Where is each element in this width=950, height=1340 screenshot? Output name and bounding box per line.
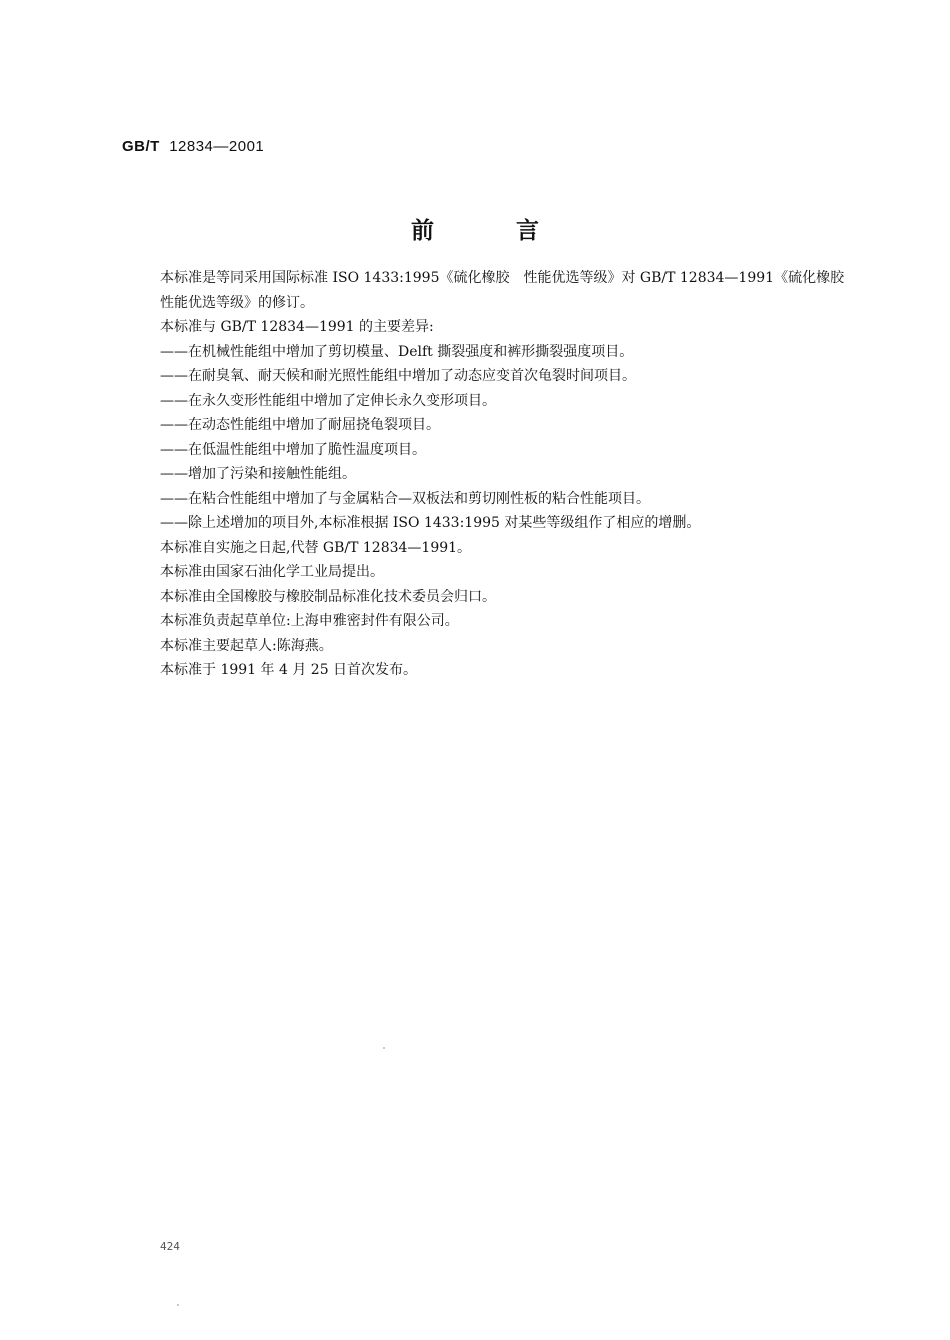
scan-speck bbox=[383, 1047, 385, 1049]
difference-item: ——在永久变形性能组中增加了定伸长永久变形项目。 bbox=[160, 392, 496, 409]
scan-speck bbox=[177, 1304, 179, 1306]
paragraph-centralized-by: 本标准由全国橡胶与橡胶制品标准化技术委员会归口。 bbox=[160, 588, 496, 605]
difference-item: ——增加了污染和接触性能组。 bbox=[160, 466, 356, 482]
difference-item: ——在粘合性能组中增加了与金属粘合—双板法和剪切刚性板的粘合性能项目。 bbox=[160, 490, 650, 507]
standard-code bbox=[122, 138, 264, 155]
difference-item: ——在动态性能组中增加了耐屈挠龟裂项目。 bbox=[160, 417, 440, 433]
paragraph-differences-intro: 本标准与 GB/T 12834—1991 的主要差异: bbox=[160, 319, 434, 335]
difference-item: ——除上述增加的项目外,本标准根据 ISO 1433:1995 对某些等级组作了相应的增删。 bbox=[160, 515, 701, 531]
page-title bbox=[0, 212, 950, 245]
standard-code-prefix: GB/T bbox=[122, 138, 160, 155]
paragraph-proposed-by: 本标准由国家石油化学工业局提出。 bbox=[160, 564, 384, 580]
page-number: 424 bbox=[160, 1240, 180, 1253]
paragraph-replaces: 本标准自实施之日起,代替 GB/T 12834—1991。 bbox=[160, 539, 472, 556]
difference-item: ——在机械性能组中增加了剪切模量、Delft 撕裂强度和裤形撕裂强度项目。 bbox=[160, 343, 634, 360]
difference-item: ——在低温性能组中增加了脆性温度项目。 bbox=[160, 441, 426, 458]
difference-item: ——在耐臭氧、耐天候和耐光照性能组中增加了动态应变首次龟裂时间项目。 bbox=[160, 368, 636, 384]
foreword-body bbox=[122, 266, 859, 683]
page-title-left: 前 bbox=[411, 217, 434, 244]
paragraph-revision: 本标准是等同采用国际标准 ISO 1433:1995《硫化橡胶 性能优选等级》对 GB/T 12834—1991《硫化橡胶 性能优选等级》的修订。 bbox=[160, 270, 859, 311]
standard-code-number: 12834—2001 bbox=[169, 138, 265, 155]
page-title-right: 言 bbox=[516, 217, 539, 244]
paragraph-drafting-unit: 本标准负责起草单位:上海申雅密封件有限公司。 bbox=[160, 613, 459, 629]
paragraph-drafters: 本标准主要起草人:陈海燕。 bbox=[160, 637, 333, 654]
paragraph-first-issued: 本标准于 1991 年 4 月 25 日首次发布。 bbox=[160, 662, 418, 678]
